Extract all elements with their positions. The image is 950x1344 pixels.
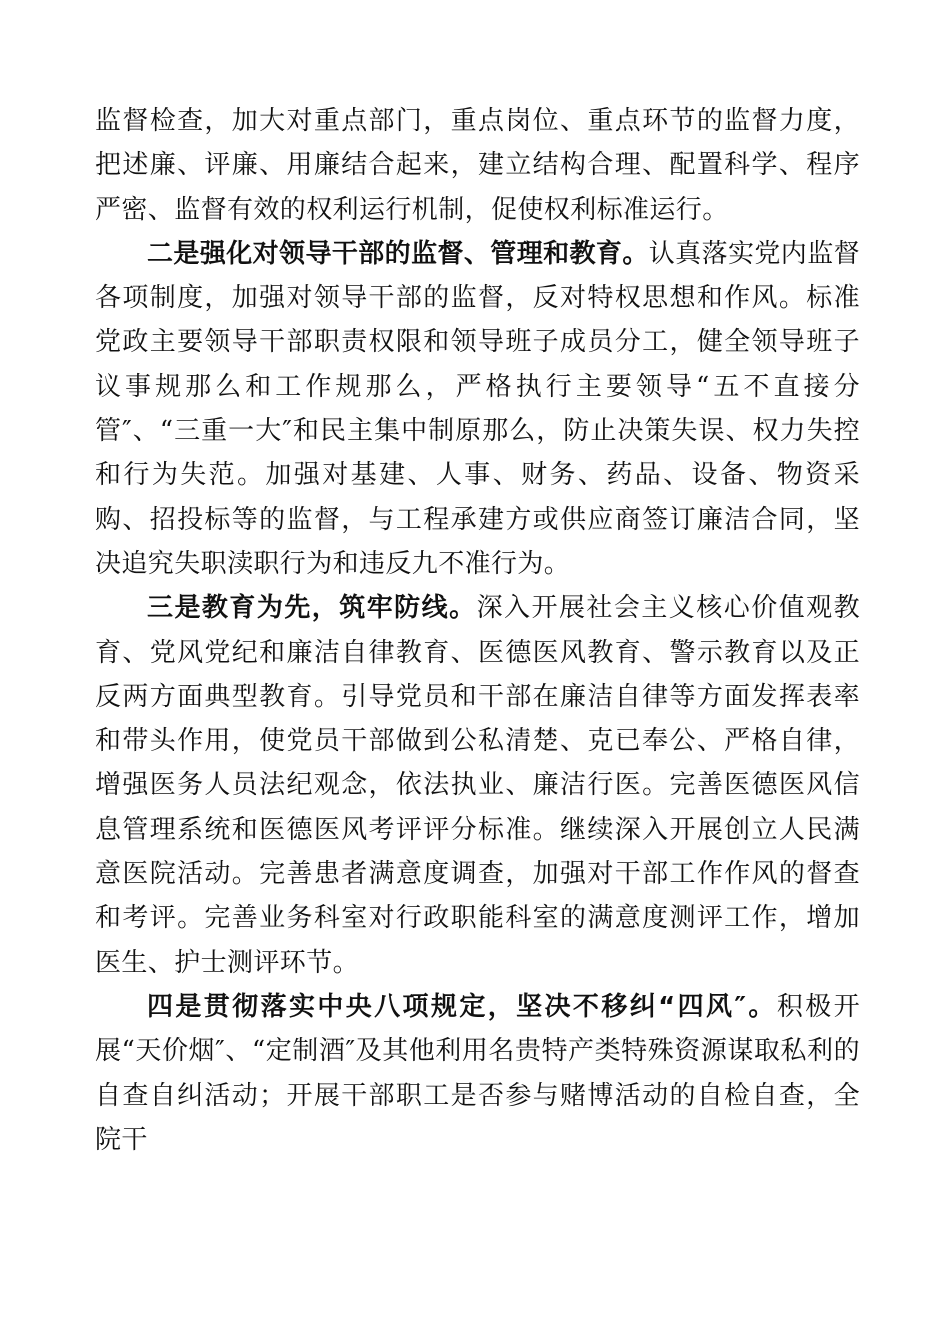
paragraph-2-heading: 二是强化对领导干部的监督、管理和教育。 (147, 238, 649, 269)
paragraph-2-body: 认真落实党内监督各项制度，加强对领导干部的监督，反对特权思想和作风。标准党政主要领导干部职责权限和领导班子成员分工，健全领导班子议事规那么和工作规那么，严格执行主要领导“五不直接分管″、“三重一大″和民主集中制原那么，防止决策失误、权力失控和行为失范。加强对基建、人事、财务、药品、设备、物资采购、招投标等的监督，与工程承建方或供应商签订廉洁合同，坚决追究失职渎职行为和违反九不准行为。 (95, 238, 861, 579)
paragraph-1 (95, 99, 860, 232)
paragraph-2 (95, 232, 860, 586)
paragraph-3-heading: 三是教育为先，筑牢防线。 (147, 593, 477, 624)
paragraph-1-body: 监督检查，加大对重点部门，重点岗位、重点环节的监督力度，把述廉、评廉、用廉结合起来，建立结构合理、配置科学、程序严密、监督有效的权利运行机制，促使权利标准运行。 (95, 106, 860, 225)
document-page (95, 99, 860, 1162)
paragraph-4-heading: 四是贯彻落实中央八项规定，坚决不移纠“四风″。 (147, 991, 777, 1022)
paragraph-3 (95, 586, 860, 985)
paragraph-4 (95, 985, 860, 1162)
paragraph-4-body: 积极开展“天价烟″、“定制酒″及其他利用名贵特产类特殊资源谋取私利的自查自纠活动；开展干部职工是否参与赌博活动的自检自查，全院干 (95, 991, 861, 1155)
paragraph-3-body: 深入开展社会主义核心价值观教育、党风党纪和廉洁自律教育、医德医风教育、警示教育以及正反两方面典型教育。引导党员和干部在廉洁自律等方面发挥表率和带头作用，使党员干部做到公私清楚、克已奉公、严格自律，增强医务人员法纪观念，依法执业、廉洁行医。完善医德医风信息管理系统和医德医风考评评分标准。继续深入开展创立人民满意医院活动。完善患者满意度调查，加强对干部工作作风的督查和考评。完善业务科室对行政职能科室的满意度测评工作，增加医生、护士测评环节。 (95, 593, 860, 978)
